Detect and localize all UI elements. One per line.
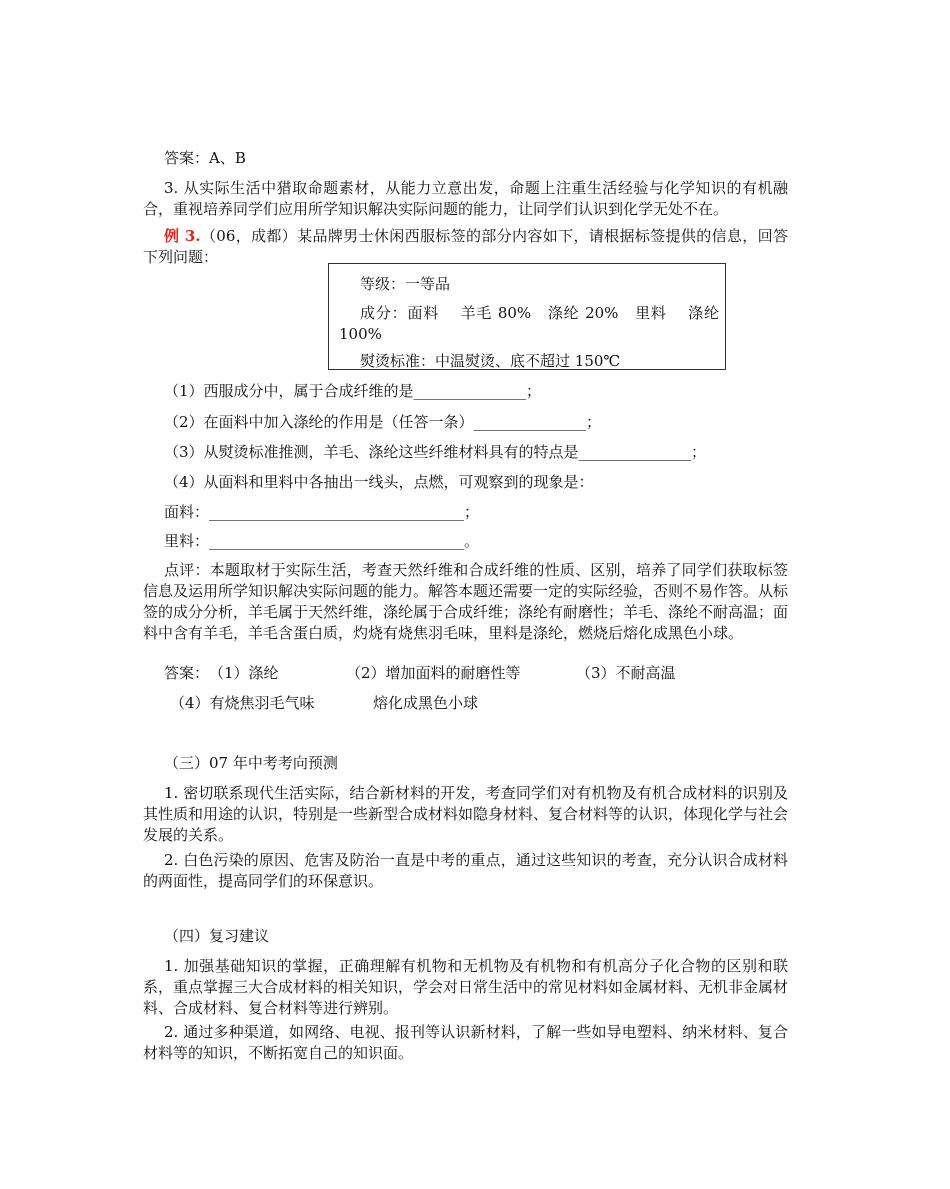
paragraph-3: 3. 从实际生活中猎取命题素材，从能力立意出发，命题上注重生活经验与化学知识的有机融合，重视培养同学们应用所学知识解决实际问题的能力，让同学们认识到化学无处不在。 <box>143 179 788 218</box>
tag-ironing: 熨烫标准：中温熨烫、底不超过 150℃ <box>360 352 621 370</box>
section-3-item-1: 1. 密切联系现代生活实际，结合新材料的开发，考查同学们对有机物及有机合成材料的识别及其性质和用途的认识，特别是一些新型合成材料如隐身材料、复合材料等的认识，体现化学与社会发展的关系。 <box>143 784 789 844</box>
answer-4b: 熔化成黑色小球 <box>373 694 479 712</box>
answers-label: 答案： <box>164 664 210 682</box>
section-4-item-1: 1. 加强基础知识的掌握，正确理解有机物和无机物及有机物和有机高分子化合物的区别和联系，重点掌握三大合成材料的相关知识，学会对日常生活中的常见材料如金属材料、无机非金属材料、合成材料、复合材料等进行辨别。 <box>143 957 789 1017</box>
garment-tag-box <box>328 263 726 370</box>
example-text: （06，成都）某品牌男士休闲西服标签的部分内容如下，请根据标签提供的信息，回答下列问题： <box>143 227 788 266</box>
comment: 点评：本题取材于实际生活，考查天然纤维和合成纤维的性质、区别，培养了同学们获取标签信息及运用所学知识解决实际问题的能力。解答本题还需要一定的实际经验，否则不易作答。从标签的成分分析，羊毛属于天然纤维，涤纶属于合成纤维；涤纶有耐磨性；羊毛、涤纶不耐高温；面料中含有羊毛，羊毛含蛋白质，灼烧有烧焦羽毛味，里料是涤纶，燃烧后熔化成黑色小球。 <box>143 561 789 642</box>
question-2: （2）在面料中加入涤纶的作用是（任答一条）_______________； <box>164 413 602 431</box>
answer-line: 答案：A、B <box>164 149 246 167</box>
fill-lining: 里料：__________________________________。 <box>164 532 480 550</box>
example-3 <box>143 226 788 268</box>
question-1: （1）西服成分中，属于合成纤维的是_______________； <box>164 382 542 400</box>
tag-grade: 等级：一等品 <box>360 275 451 293</box>
answer-1: （1）涤纶 <box>209 664 279 682</box>
tag-composition: 成分：面料 羊毛 80% 涤纶 20% 里料 涤纶 100% <box>339 304 719 343</box>
question-4: （4）从面料和里料中各抽出一线头，点燃，可观察到的现象是： <box>164 473 594 491</box>
question-3: （3）从熨烫标准推测，羊毛、涤纶这些纤维材料具有的特点是_______________； <box>164 443 707 461</box>
answer-3: （3）不耐高温 <box>576 664 676 682</box>
section-4-title: （四）复习建议 <box>164 927 270 945</box>
fill-face: 面料：__________________________________； <box>164 503 480 521</box>
example-label: 例 3. <box>164 227 201 245</box>
section-4-item-2: 2. 通过多种渠道，如网络、电视、报刊等认识新材料，了解一些如导电塑料、纳米材料、复合材料等的知识，不断拓宽自己的知识面。 <box>143 1023 788 1062</box>
section-3-item-2: 2. 白色污染的原因、危害及防治一直是中考的重点，通过这些知识的考查，充分认识合成材料的两面性，提高同学们的环保意识。 <box>143 851 788 890</box>
answer-2: （2）增加面料的耐磨性等 <box>346 664 521 682</box>
section-3-title: （三）07 年中考考向预测 <box>164 754 338 772</box>
answer-4: （4）有烧焦羽毛气味 <box>170 694 315 712</box>
